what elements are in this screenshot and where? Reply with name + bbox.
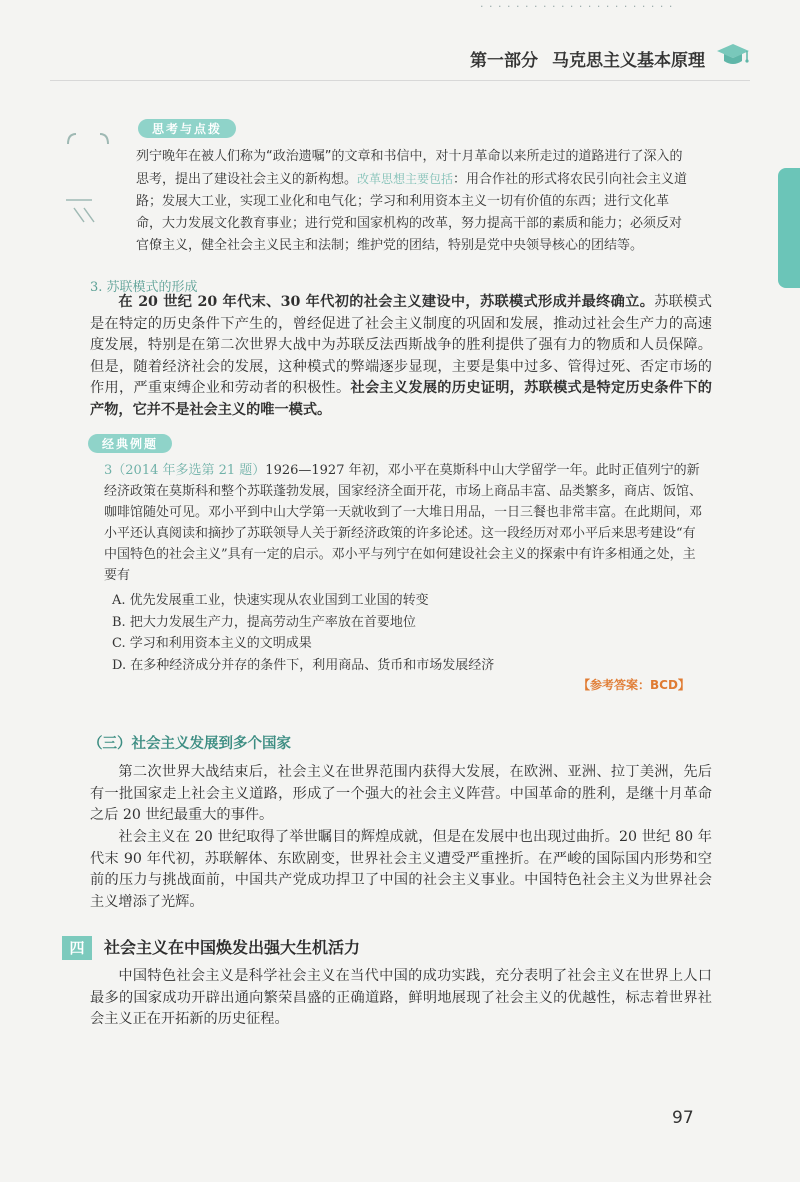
section-three-heading: （三）社会主义发展到多个国家 (88, 736, 291, 752)
running-header-strip: · · · · · · · · · · · · · · · · · · · · · · (480, 0, 674, 13)
section-four-paragraph: 中国特色社会主义是科学社会主义在当代中国的成功实践，充分表明了社会主义在世界上人口最多的国家成功开辟出通向繁荣昌盛的正确道路，鲜明地展现了社会主义的优越性，标志着世界社会主义正在开拓新的历史征程。 (90, 968, 712, 1027)
option-b: B. 把大力发展生产力，提高劳动生产率放在首要地位 (112, 614, 416, 630)
option-a: A. 优先发展重工业，快速实现从农业国到工业国的转变 (112, 593, 429, 608)
soviet-model-heading: 3. 苏联模式的形成 (90, 280, 198, 295)
think-box-label: 思考与点拨 (138, 119, 236, 138)
soviet-model-paragraph (90, 292, 712, 421)
soviet-bold-sentence-1: 在 20 世纪 20 年代末、30 年代初的社会主义建设中，苏联模式形成并最终确立。 (118, 294, 655, 310)
section-three-paragraph-2: 社会主义在 20 世纪取得了举世瞩目的辉煌成就，但是在发展中也出现过曲折。20 世纪 80 年代末 90 年代初，苏联解体、东欧剧变，世界社会主义遭受严重挫折。在严峻的国际国内形势和空前的压力与挑战面前，中国共产党成功捍卫了中国的社会主义事业。中国特色社会主义为世界社会主义增添了光辉。 (90, 829, 712, 910)
section-three-paragraph-1: 第二次世界大战结束后，社会主义在世界范围内获得大发展，在欧洲、亚洲、拉丁美洲，先后有一批国家走上社会主义道路，形成了一个强大的社会主义阵营。中国革命的胜利，是继十月革命之后 20 世纪最重大的事件。 (90, 764, 712, 823)
reference-answer: 【参考答案：BCD】 (578, 678, 690, 692)
question-text: 1926—1927 年初，邓小平在莫斯科中山大学留学一年。此时正值列宁的新经济政策在莫斯科和整个苏联蓬勃发展，国家经济全面开花，市场上商品丰富、品类繁多，商店、饭馆、咖啡馆随处可见。邓小平到中山大学第一天就收到了一大堆日用品，一日三餐也非常丰富。在此期间，邓小平还认真阅读和摘抄了苏联领导人关于新经济政策的许多论述。这一段经历对邓小平后来思考建设“有中国特色的社会主义”具有一定的启示。邓小平与列宁在如何建设社会主义的探索中有许多相通之处，主要有 (104, 463, 703, 583)
think-text-part1: 列宁晚年在被人们称为“政治遗嘱”的文章和书信中，对十月革命以来所走过的道路进行了深入的思考，提出了建设社会主义的新构想。 (136, 149, 683, 187)
case-example-label: 经典例题 (88, 434, 172, 453)
section-four-number-badge: 四 (62, 936, 92, 960)
option-d: D. 在多种经济成分并存的条件下，利用商品、货币和市场发展经济 (112, 657, 495, 673)
soviet-normal-text: 苏联模式是在特定的历史条件下产生的，曾经促进了社会主义制度的巩固和发展，推动过社会生产力的高速度发展，特别是在第二次世界大战中为苏联反法西斯战争的胜利提供了强有力的物质和人员保障。但是，随着经济社会的发展，这种模式的弊端逐步显现，主要是集中过多、管得过死、否定市场的作用，严重束缚企业和劳动者的积极性。 (90, 294, 712, 396)
think-box-text (136, 146, 692, 257)
question-source-tag: 3（2014 年多选第 21 题） (104, 463, 266, 478)
case-question (104, 460, 704, 586)
soviet-bold-sentence-2: 社会主义发展的历史证明，苏联模式是特定历史条件下的产物，它并不是社会主义的唯一模式。 (90, 380, 712, 418)
section-four-title: 社会主义在中国焕发出强大生机活力 (104, 938, 361, 957)
header-title-label: 马克思主义基本原理 (552, 51, 705, 71)
chapter-side-tab (778, 168, 800, 288)
graduation-cap-icon (716, 40, 750, 70)
header-divider (50, 80, 750, 81)
answer-options (112, 590, 692, 676)
page-number: 97 (672, 1108, 694, 1128)
bracket-decoration-icon (64, 130, 120, 230)
header-part-label: 第一部分 (470, 51, 538, 71)
option-c: C. 学习和利用资本主义的文明成果 (112, 636, 312, 651)
chapter-header (470, 46, 705, 71)
think-inline-tag: 改革思想主要包括 (357, 172, 454, 186)
think-text-part2: ：用合作社的形式将农民引向社会主义道路；发展大工业，实现工业化和电气化；学习和利用资本主义一切有价值的东西；进行文化革命，大力发展文化教育事业；进行党和国家机构的改革，努力提高干部的素质和能力；必须反对官僚主义，健全社会主义民主和法制；维护党的团结，特别是党中央领导核心的团结等。 (136, 172, 688, 253)
